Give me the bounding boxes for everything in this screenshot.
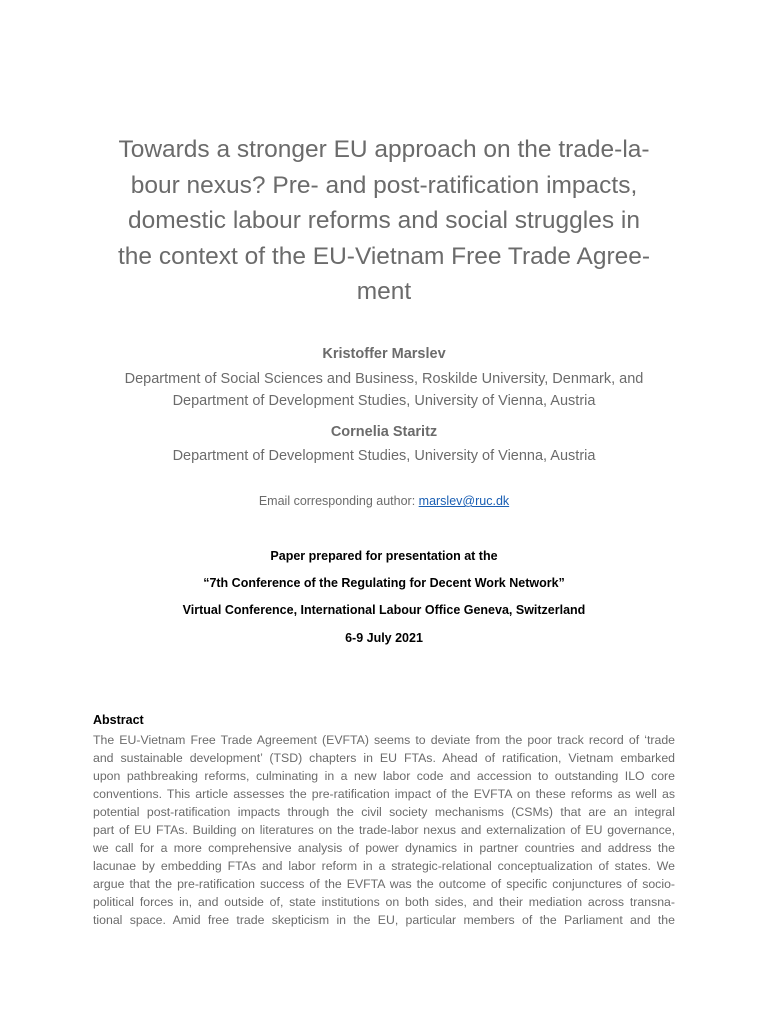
abstract-line: and sustainable development’ (TSD) chapters in EU FTAs. Ahead of ratification, Vietnam embarked: [93, 751, 675, 765]
affiliation-line: Department of Social Sciences and Business, Roskilde University, Denmark, and: [124, 371, 644, 387]
email-link[interactable]: marslev@ruc.dk: [418, 494, 510, 508]
abstract-line: argue that the pre-ratification success of the EVFTA was the outcome of specific conjunctures of socio-: [93, 877, 675, 891]
abstract-line: political forces in, and outside of, state institutions on both sides, and their mediation across transna-: [93, 895, 675, 909]
abstract-heading: Abstract: [93, 713, 144, 727]
author-name-1: Kristoffer Marslev: [322, 346, 446, 362]
affiliation-line: Department of Development Studies, University of Vienna, Austria: [172, 448, 596, 464]
title-line: domestic labour reforms and social struggles in: [127, 207, 640, 234]
affiliation-line: Department of Development Studies, University of Vienna, Austria: [172, 393, 596, 409]
title-line: the context of the EU-Vietnam Free Trade Agree-: [117, 242, 651, 270]
abstract-line: potential post-ratification impacts through the civil society mechanisms (CSMs) that are an integral: [93, 805, 675, 819]
author-name-2: Cornelia Staritz: [330, 424, 438, 440]
abstract-line: conventions. This article assesses the pre-ratification impact of the EVFTA on these reforms as well as: [93, 787, 675, 801]
author-affiliation-2: [60, 445, 708, 467]
conference-venue: Virtual Conference, International Labour Office Geneva, Switzerland: [182, 603, 586, 617]
abstract-line: tional space. Amid free trade skepticism in the EU, particular members of the Parliament and the: [93, 913, 675, 927]
abstract-body: [93, 731, 675, 929]
abstract-line: we call for a more comprehensive analysis of power dynamics in partner countries and address the: [93, 841, 675, 855]
abstract-line: lacunae by embedding FTAs and labor reform in a strategic-relational conceptualization of states. We: [93, 859, 675, 873]
corresponding-author-line: [93, 494, 675, 508]
abstract-line: The EU-Vietnam Free Trade Agreement (EVFTA) seems to deviate from the poor track record of ‘trade: [93, 733, 675, 747]
title-line: Towards a stronger EU approach on the trade-la-: [118, 136, 650, 163]
title-line: bour nexus? Pre- and post-ratification impacts,: [130, 171, 638, 199]
conference-dates: 6-9 July 2021: [345, 631, 423, 645]
conference-intro: Paper prepared for presentation at the: [270, 549, 498, 563]
abstract-line: part of EU FTAs. Building on literatures on the trade-labor nexus and externalization of EU governance,: [93, 823, 675, 837]
email-label: Email corresponding author:: [258, 494, 419, 508]
author-affiliation-1: [60, 368, 708, 412]
conference-name: “7th Conference of the Regulating for Decent Work Network”: [203, 576, 565, 590]
abstract-line: upon pathbreaking reforms, culminating in a new labor code and accession to outstanding ILO core: [93, 769, 675, 783]
paper-title: [93, 132, 675, 310]
title-line: ment: [356, 278, 412, 305]
